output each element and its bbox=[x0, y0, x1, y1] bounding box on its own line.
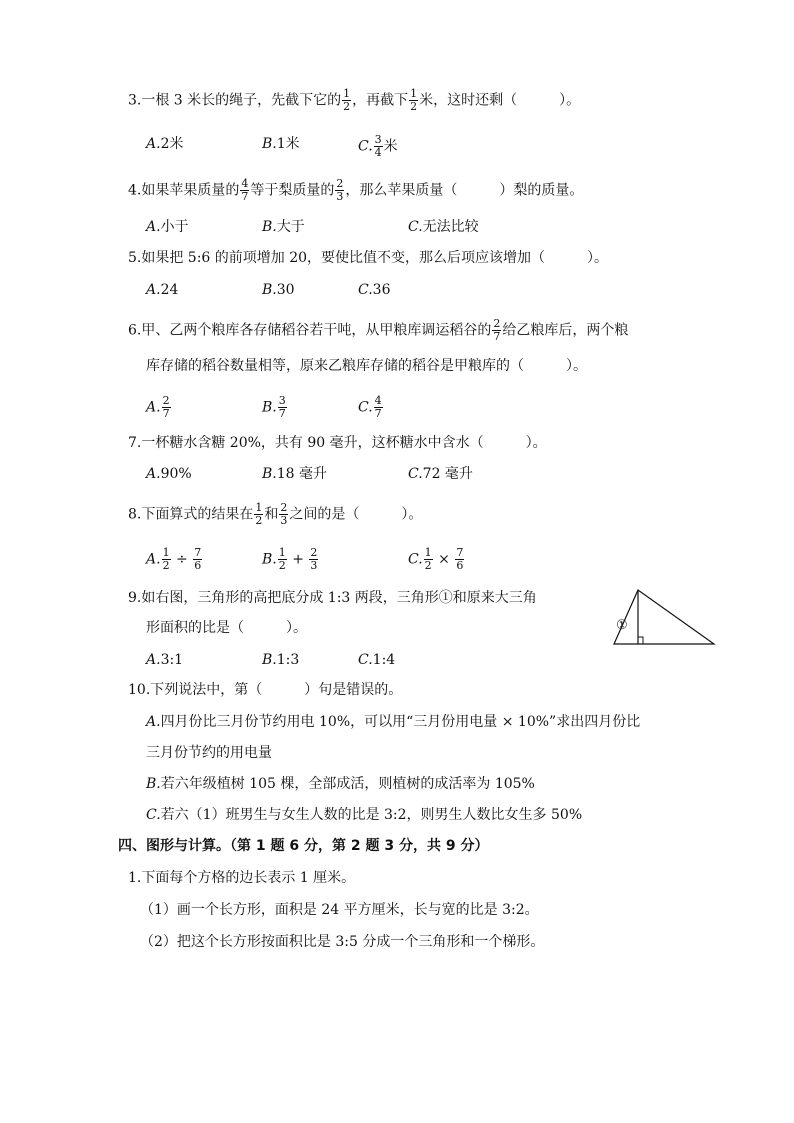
option-c: C.72 毫升 bbox=[408, 466, 473, 482]
option-a: A.小于 bbox=[146, 219, 189, 235]
fraction: $\frac{2}{3}$ bbox=[310, 546, 318, 572]
section4-question-1-part-2: （2）把这个长方形按面积比是 3:5 分成一个三角形和一个梯形。 bbox=[140, 934, 545, 950]
question-4-text: 4.如果苹果质量的 $\frac{4}{7}$ 等于梨质量的 $\frac{2}{3}$ ，那么苹果质量（ ）梨的质量。 bbox=[128, 177, 584, 203]
option-c: C.若六（1）班男生与女生人数的比是 3:2，则男生人数比女生多 50% bbox=[146, 807, 583, 823]
fraction: $\frac{1}{2}$ bbox=[410, 87, 418, 113]
question-6-text: 6.甲、乙两个粮库各存储稻谷若干吨，从甲粮库调运稻谷的 $\frac{2}{7}$ 给乙粮库后，两个粮 bbox=[128, 317, 629, 343]
fraction: $\frac{2}{7}$ bbox=[162, 394, 170, 420]
option-b: B. $\frac{1}{2}$ + $\frac{2}{3}$ bbox=[262, 546, 318, 572]
option-c: C.无法比较 bbox=[408, 219, 479, 235]
triangle-figure bbox=[610, 586, 718, 648]
fraction: $\frac{1}{2}$ bbox=[424, 546, 432, 572]
fraction: $\frac{7}{6}$ bbox=[456, 546, 464, 572]
question-8-text: 8.下面算式的结果在 $\frac{1}{2}$ 和 $\frac{2}{3}$ 之间的是（ ）。 bbox=[128, 501, 423, 527]
option-c: C.1:4 bbox=[358, 652, 396, 668]
option-b: B.1米 bbox=[262, 136, 300, 152]
option-a: A.24 bbox=[146, 282, 179, 298]
fraction: $\frac{1}{2}$ bbox=[255, 501, 263, 527]
question-7-text: 7.一杯糖水含糖 20%，共有 90 毫升，这杯糖水中含水（ ）。 bbox=[128, 435, 547, 451]
option-a: A. $\frac{2}{7}$ bbox=[146, 394, 170, 420]
section4-question-1: 1.下面每个方格的边长表示 1 厘米。 bbox=[128, 870, 356, 886]
fraction: $\frac{7}{6}$ bbox=[194, 546, 202, 572]
fraction: $\frac{4}{7}$ bbox=[241, 177, 249, 203]
question-6-text-line2: 库存储的稻谷数量相等，原来乙粮库存储的稻谷是甲粮库的（ ）。 bbox=[146, 358, 587, 374]
fraction: $\frac{3}{7}$ bbox=[278, 394, 286, 420]
triangle-outline bbox=[614, 590, 714, 644]
option-c: C. $\frac{1}{2}$ × $\frac{7}{6}$ bbox=[408, 546, 464, 572]
option-a: A.3:1 bbox=[146, 652, 184, 668]
option-a: A.90% bbox=[146, 466, 192, 482]
fraction: $\frac{3}{4}$ bbox=[374, 133, 382, 159]
fraction: $\frac{1}{2}$ bbox=[162, 546, 170, 572]
option-b: B.若六年级植树 105 棵，全部成活，则植树的成活率为 105% bbox=[146, 776, 535, 792]
question-9-text: 9.如右图，三角形的高把底分成 1:3 两段，三角形①和原来大三角 bbox=[128, 590, 537, 606]
option-c: C. $\frac{3}{4}$ 米 bbox=[358, 133, 398, 159]
fraction: $\frac{2}{3}$ bbox=[336, 177, 344, 203]
section-heading: 四、图形与计算。（第 1 题 6 分，第 2 题 3 分，共 9 分） bbox=[118, 838, 489, 854]
option-b: B.18 毫升 bbox=[262, 466, 328, 482]
option-a-line2: 三月份节约的用电量 bbox=[146, 745, 272, 761]
question-5-text: 5.如果把 5:6 的前项增加 20，要使比值不变，那么后项应该增加（ ）。 bbox=[128, 250, 609, 266]
question-3-text: 3.一根 3 米长的绳子，先截下它的 $\frac{1}{2}$ ，再截下 $\frac{1}{2}$ 米，这时还剩（ ）。 bbox=[128, 87, 581, 113]
option-b: B. $\frac{3}{7}$ bbox=[262, 394, 286, 420]
triangle-label: ① bbox=[616, 618, 628, 633]
question-10-text: 10.下列说法中，第（ ）句是错误的。 bbox=[128, 682, 403, 698]
option-b: B.1:3 bbox=[262, 652, 300, 668]
option-c: C.36 bbox=[358, 282, 391, 298]
fraction: $\frac{2}{7}$ bbox=[493, 317, 501, 343]
option-a: A. $\frac{1}{2}$ ÷ $\frac{7}{6}$ bbox=[146, 546, 202, 572]
fraction: $\frac{1}{2}$ bbox=[343, 87, 351, 113]
option-b: B.大于 bbox=[262, 219, 305, 235]
fraction: $\frac{2}{3}$ bbox=[280, 501, 288, 527]
question-9-text-line2: 形面积的比是（ ）。 bbox=[146, 620, 307, 636]
section4-question-1-part-1: （1）画一个长方形，面积是 24 平方厘米，长与宽的比是 3:2。 bbox=[140, 902, 539, 918]
option-a: A.2米 bbox=[146, 136, 184, 152]
option-b: B.30 bbox=[262, 282, 295, 298]
option-a: A.四月份比三月份节约用电 10%，可以用“三月份用电量 × 10%”求出四月份比 bbox=[146, 714, 641, 730]
fraction: $\frac{4}{7}$ bbox=[374, 394, 382, 420]
fraction: $\frac{1}{2}$ bbox=[278, 546, 286, 572]
right-angle-mark bbox=[638, 637, 643, 644]
option-c: C. $\frac{4}{7}$ bbox=[358, 394, 382, 420]
